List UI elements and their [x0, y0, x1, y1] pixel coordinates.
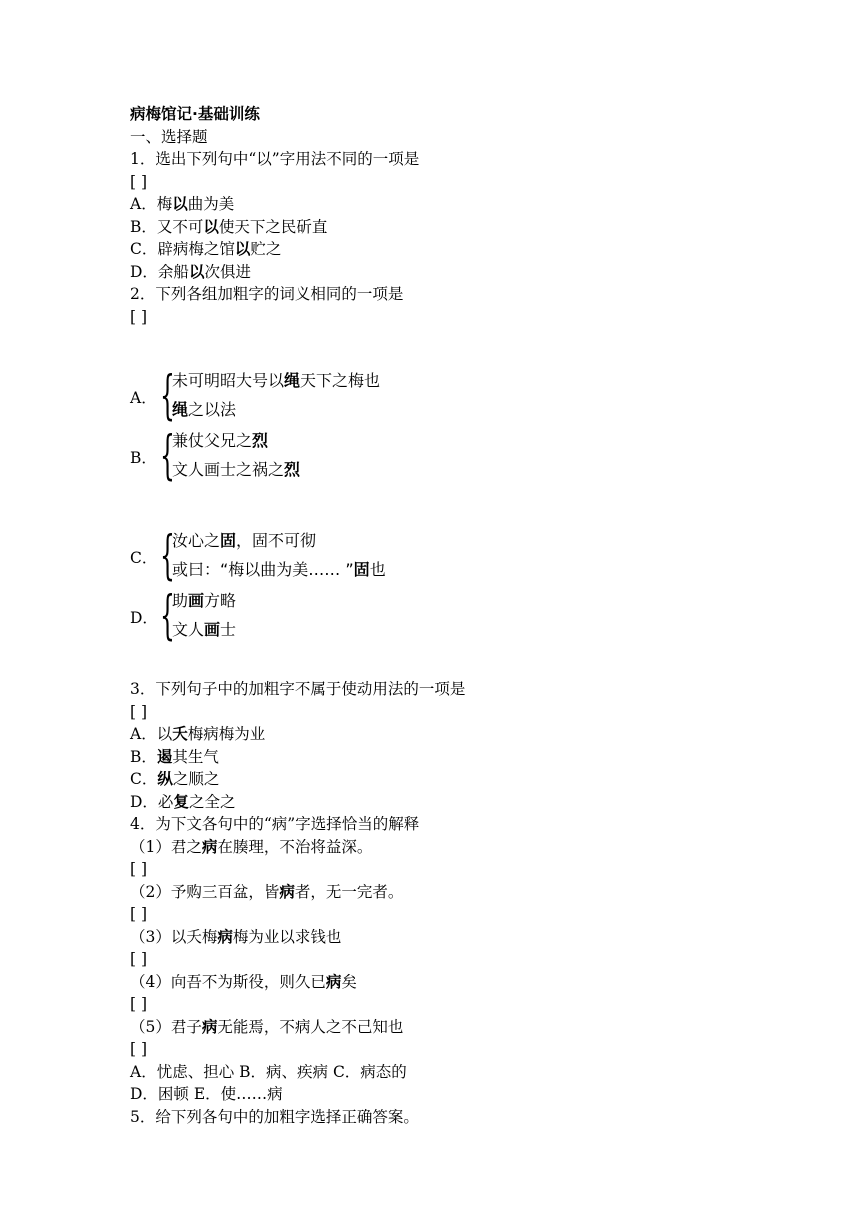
pair-line-2: 或曰：“梅以曲为美…… ”固也 — [172, 560, 386, 579]
section-heading: 一、选择题 — [130, 127, 208, 146]
question-3-option-d: D．必复之全之 — [130, 792, 236, 811]
question-3-option-a: A．以夭梅病梅为业 — [130, 725, 266, 743]
question-4-item-1: （1）君之病在腠理，不治将益深。 — [130, 837, 373, 856]
question-1-answer-blank: [ ] — [130, 172, 148, 191]
option-label: C． — [130, 549, 158, 567]
left-brace: { — [160, 586, 175, 646]
question-4-item-4-blank: [ ] — [130, 995, 148, 1013]
left-brace: { — [160, 366, 175, 426]
question-2-option-c — [130, 528, 730, 588]
question-5-stem: 5．给下列各句中的加粗字选择正确答案。 — [130, 1107, 419, 1126]
question-2-option-d — [130, 588, 730, 648]
question-2-answer-blank: [ ] — [130, 307, 148, 326]
question-1-option-a: A．梅以曲为美 — [130, 195, 235, 213]
question-1-option-d: D．余船以次俱进 — [130, 262, 251, 281]
left-brace: { — [160, 526, 175, 586]
question-4-item-5-blank: [ ] — [130, 1040, 148, 1058]
pair-line-2: 文人画士 — [172, 620, 237, 639]
document-page — [130, 103, 730, 1128]
pair-line-1: 未可明昭大号以绳天下之梅也 — [172, 371, 381, 390]
option-label: B． — [130, 449, 157, 467]
option-label: D． — [130, 609, 158, 627]
question-3-option-b: B．遏其生气 — [130, 747, 219, 766]
pair-line-1: 汝心之固，固不可彻 — [172, 531, 317, 550]
question-2-option-a — [130, 368, 730, 428]
question-1-stem: 1．选出下列句中“以”字用法不同的一项是 — [130, 150, 420, 168]
question-4-choices-line-2: D．困顿 E．使……病 — [130, 1085, 283, 1103]
question-4-item-5: （5）君子病无能焉，不病人之不己知也 — [130, 1017, 404, 1036]
question-3-option-c: C．纵之顺之 — [130, 770, 220, 788]
question-1-option-b: B．又不可以使天下之民斫直 — [130, 217, 328, 236]
question-4-item-3: （3）以夭梅病梅为业以求钱也 — [130, 927, 342, 946]
question-4-item-1-blank: [ ] — [130, 860, 148, 878]
pair-line-1: 助画方略 — [172, 591, 237, 610]
question-4-item-2: （2）予购三百盆，皆病者，无一完者。 — [130, 882, 404, 901]
question-4-item-2-blank: [ ] — [130, 905, 148, 923]
question-1-option-c: C．辟病梅之馆以贮之 — [130, 240, 282, 258]
question-4-item-3-blank: [ ] — [130, 950, 148, 968]
pair-line-2: 文人画士之祸之烈 — [172, 460, 301, 479]
question-4-stem: 4．为下文各句中的“病”字选择恰当的解释 — [130, 815, 420, 833]
pair-line-2: 绳之以法 — [172, 400, 237, 419]
question-3-answer-blank: [ ] — [130, 702, 148, 721]
question-2-option-b — [130, 428, 730, 488]
question-4-item-4: （4）向吾不为斯役，则久已病矣 — [130, 972, 357, 991]
question-3-stem: 3．下列句子中的加粗字不属于使动用法的一项是 — [130, 680, 466, 698]
document-title: 病梅馆记·基础训练 — [130, 105, 260, 123]
option-label: A． — [130, 389, 157, 407]
question-2-stem: 2．下列各组加粗字的词义相同的一项是 — [130, 285, 404, 303]
pair-line-1: 兼仗父兄之烈 — [172, 431, 269, 450]
left-brace: { — [160, 426, 175, 486]
question-4-choices-line-1: A．忧虑、担心 B．病、疾病 C．病态的 — [130, 1062, 407, 1081]
